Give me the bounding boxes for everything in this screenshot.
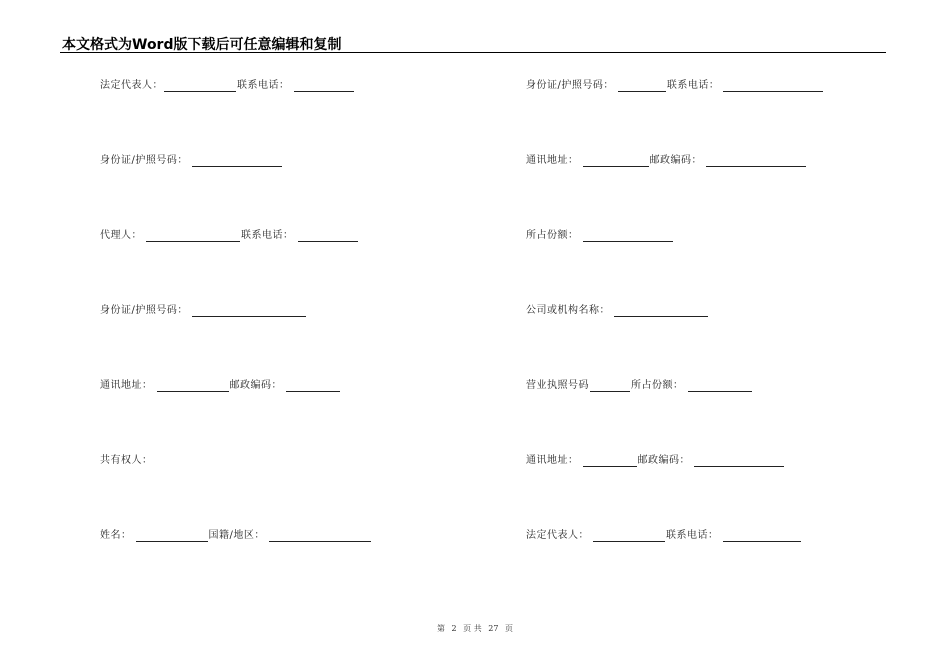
left-name-row — [100, 530, 372, 542]
postcode-blank[interactable] — [706, 156, 806, 167]
phone-blank[interactable] — [723, 81, 823, 92]
agent-phone-label: 联系电话： — [241, 230, 294, 241]
left-address-row — [100, 380, 341, 392]
license-no-label: 营业执照号码 — [526, 380, 589, 391]
co-owner-label: 共有权人： — [100, 455, 153, 466]
address-blank[interactable] — [583, 456, 637, 467]
legal-rep-label: 法定代表人： — [526, 530, 589, 541]
total-page-count: 27 — [488, 624, 499, 633]
page-number-footer — [0, 623, 950, 634]
nationality-label: 国籍/地区： — [208, 530, 265, 541]
postcode-blank[interactable] — [694, 456, 784, 467]
right-license-row — [526, 380, 753, 392]
address-label: 通讯地址： — [100, 380, 153, 391]
phone-blank[interactable] — [723, 531, 801, 542]
name-label: 姓名： — [100, 530, 132, 541]
left-legal-rep-row — [100, 80, 355, 92]
phone-blank[interactable] — [294, 81, 354, 92]
legal-rep-blank[interactable] — [593, 531, 665, 542]
right-address-row-2 — [526, 455, 785, 467]
share-blank[interactable] — [583, 231, 673, 242]
id-passport-label: 身份证/护照号码： — [100, 155, 188, 166]
header-divider — [60, 52, 886, 53]
current-page-number: 2 — [451, 624, 457, 633]
right-company-row — [526, 305, 709, 317]
address-label: 通讯地址： — [526, 455, 579, 466]
share-blank[interactable] — [688, 381, 752, 392]
postcode-label: 邮政编码： — [649, 155, 702, 166]
left-co-owner-row — [100, 455, 153, 467]
share-label: 所占份额： — [526, 230, 579, 241]
footer-middle: 页 共 — [463, 624, 482, 633]
agent-label: 代理人： — [100, 230, 142, 241]
name-blank[interactable] — [136, 531, 208, 542]
id-passport-blank[interactable] — [192, 306, 306, 317]
address-label: 通讯地址： — [526, 155, 579, 166]
postcode-label: 邮政编码： — [229, 380, 282, 391]
right-share-row — [526, 230, 674, 242]
agent-blank[interactable] — [146, 231, 240, 242]
share-label: 所占份额： — [631, 380, 684, 391]
phone-label: 联系电话： — [666, 530, 719, 541]
id-passport-label: 身份证/护照号码： — [100, 305, 188, 316]
left-agent-row — [100, 230, 359, 242]
right-address-row-1 — [526, 155, 807, 167]
legal-rep-label: 法定代表人： — [100, 80, 163, 91]
id-passport-blank[interactable] — [618, 81, 666, 92]
phone-label: 联系电话： — [237, 80, 290, 91]
agent-phone-blank[interactable] — [298, 231, 358, 242]
legal-rep-blank[interactable] — [164, 81, 236, 92]
left-id-row-2 — [100, 305, 307, 317]
address-blank[interactable] — [583, 156, 649, 167]
footer-prefix: 第 — [436, 624, 445, 633]
right-id-row — [526, 80, 824, 92]
right-legal-rep-row — [526, 530, 802, 542]
left-id-row-1 — [100, 155, 283, 167]
company-name-blank[interactable] — [614, 306, 708, 317]
company-name-label: 公司或机构名称： — [526, 305, 610, 316]
page-header-title: 本文格式为Word版下载后可任意编辑和复制 — [62, 37, 342, 53]
postcode-blank[interactable] — [286, 381, 340, 392]
nationality-blank[interactable] — [269, 531, 371, 542]
license-no-blank[interactable] — [590, 381, 630, 392]
id-passport-label: 身份证/护照号码： — [526, 80, 614, 91]
id-passport-blank[interactable] — [192, 156, 282, 167]
phone-label: 联系电话： — [666, 80, 720, 91]
address-blank[interactable] — [157, 381, 229, 392]
footer-suffix: 页 — [505, 624, 513, 633]
postcode-label: 邮政编码： — [637, 455, 690, 466]
